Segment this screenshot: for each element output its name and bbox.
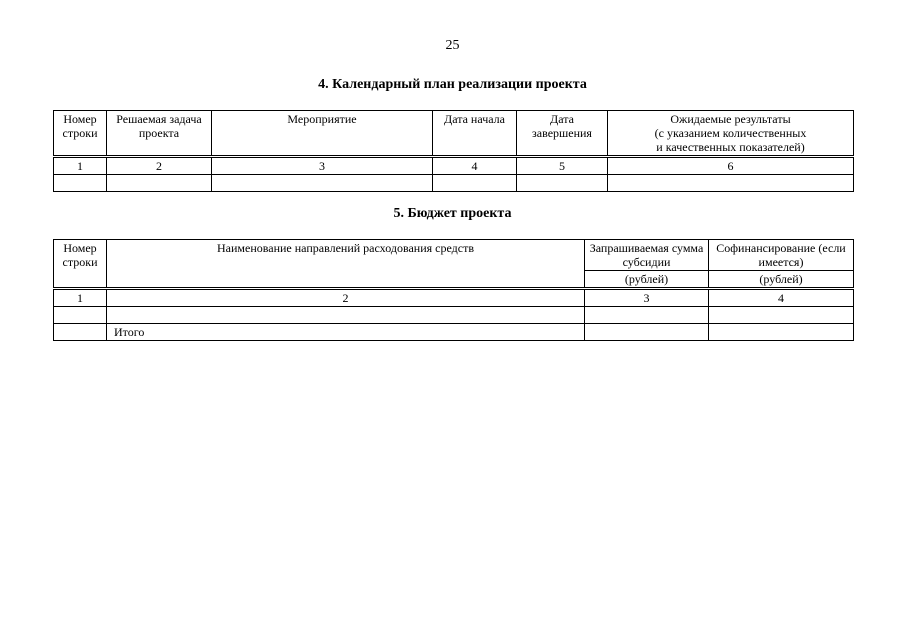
column-number: 6 xyxy=(608,157,854,175)
header-row-number: Номер строки xyxy=(54,240,107,289)
header-expense-direction: Наименование направлений расходования средств xyxy=(107,240,585,289)
cell xyxy=(709,307,854,324)
calendar-plan-title: 4. Календарный план реализации проекта xyxy=(318,77,587,92)
cell xyxy=(107,307,585,324)
cell xyxy=(107,175,212,192)
column-number-row xyxy=(54,157,854,175)
column-number: 3 xyxy=(212,157,433,175)
column-number: 4 xyxy=(433,157,517,175)
table-header-row xyxy=(54,111,854,157)
column-number: 1 xyxy=(54,289,107,307)
cell xyxy=(517,175,608,192)
header-unit: (рублей) xyxy=(709,271,854,289)
calendar-plan-table xyxy=(53,110,854,192)
header-results-sub1: (с указанием количественных xyxy=(654,126,807,140)
header-requested-subsidy: Запрашиваемая сумма субсидии xyxy=(585,240,709,271)
cell xyxy=(585,307,709,324)
cell xyxy=(54,324,107,341)
header-results-label: Ожидаемые результаты xyxy=(670,112,791,126)
column-number-row xyxy=(54,289,854,307)
header-end-date: Дата завершения xyxy=(517,111,608,157)
cell xyxy=(212,175,433,192)
header-cofinancing: Софинансирование (если имеется) xyxy=(709,240,854,271)
cell xyxy=(585,324,709,341)
column-number: 3 xyxy=(585,289,709,307)
page-number: 25 xyxy=(445,38,460,53)
header-start-date: Дата начала xyxy=(433,111,517,157)
table-row xyxy=(54,175,854,192)
table-header-row xyxy=(54,240,854,271)
column-number: 1 xyxy=(54,157,107,175)
column-number: 2 xyxy=(107,289,585,307)
cell xyxy=(54,175,107,192)
total-label: Итого xyxy=(107,324,585,341)
cell xyxy=(608,175,854,192)
budget-table xyxy=(53,239,854,341)
table-row xyxy=(54,307,854,324)
column-number: 4 xyxy=(709,289,854,307)
header-activity: Мероприятие xyxy=(212,111,433,157)
column-number: 5 xyxy=(517,157,608,175)
column-number: 2 xyxy=(107,157,212,175)
header-expected-results xyxy=(608,111,854,157)
cell xyxy=(709,324,854,341)
header-results-sub2: и качественных показателей) xyxy=(656,140,805,154)
cell xyxy=(54,307,107,324)
budget-title: 5. Бюджет проекта xyxy=(393,206,512,221)
total-row xyxy=(54,324,854,341)
cell xyxy=(433,175,517,192)
header-row-number: Номер строки xyxy=(54,111,107,157)
header-task: Решаемая задача проекта xyxy=(107,111,212,157)
header-unit: (рублей) xyxy=(585,271,709,289)
